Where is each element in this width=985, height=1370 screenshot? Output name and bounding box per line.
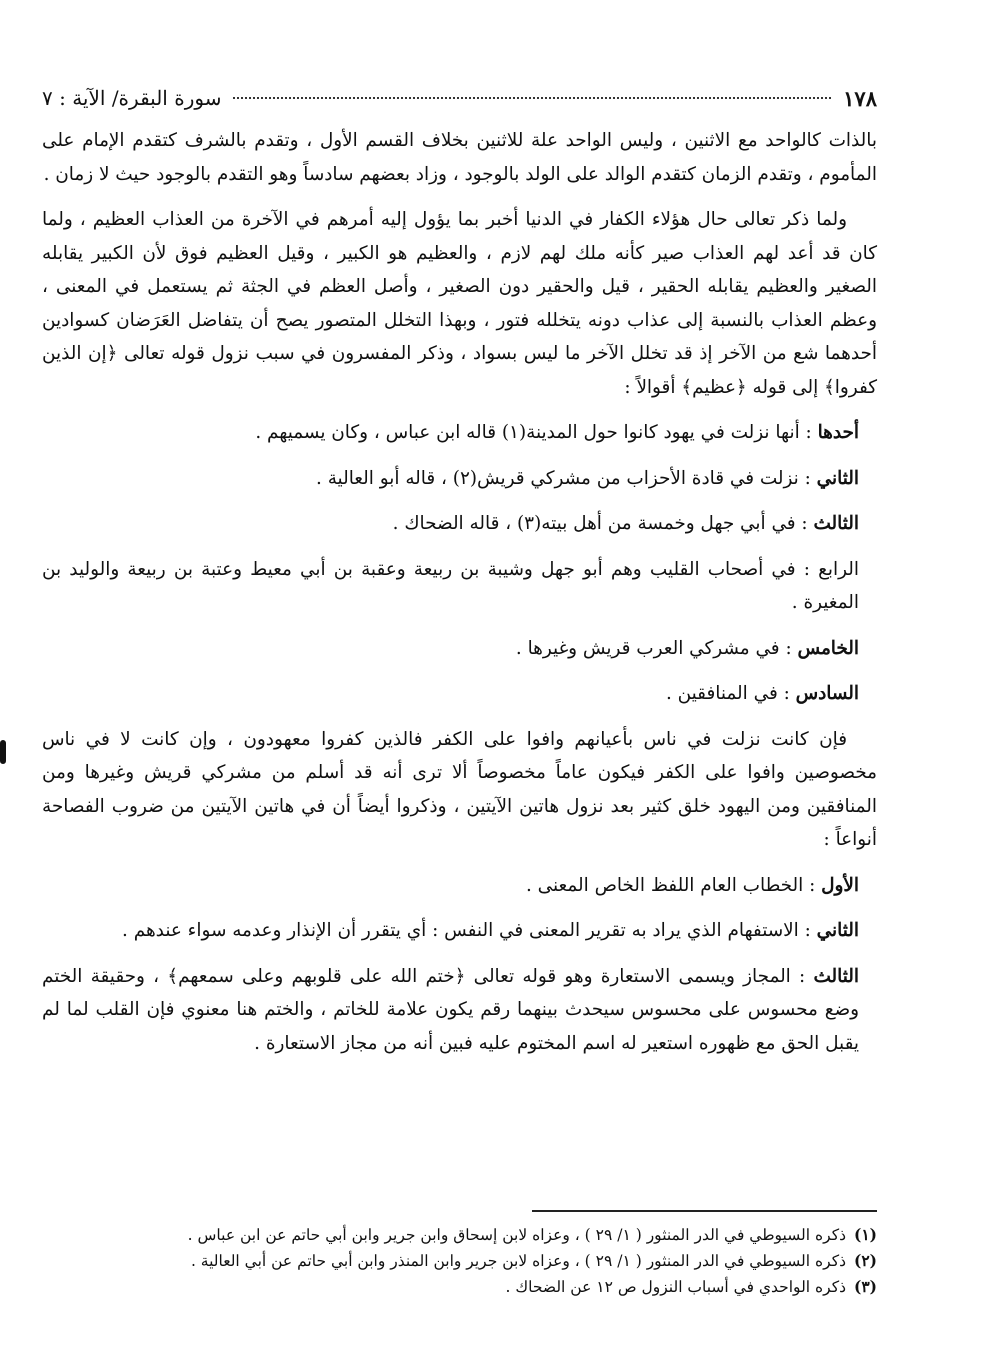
body-text (42, 124, 877, 1060)
footnote: (٢)ذكره السيوطي في الدر المنثور ( ١/ ٢٩ ) ، وعزاه لابن جرير وابن المنذر وابن أبي حاتم عن أبي العالية . (190, 1251, 877, 1270)
paragraph: بالذات كالواحد مع الاثنين ، وليس الواحد علة للاثنين بخلاف القسم الأول ، وتقدم بالشرف كتقدم الإمام على المأموم ، وتقدم الزمان كتقدم الوالد على الولد بالوجود ، وزاد بعضهم سادساً وهو التقدم بالوجود حيث لا زمان . (42, 130, 877, 185)
list-item: الأول : الخطاب العام اللفظ الخاص المعنى . (525, 874, 859, 896)
footnote: (١)ذكره السيوطي في الدر المنثور ( ١/ ٢٩ ) ، وعزاه لابن إسحاق وابن جرير وابن أبي حاتم عن ابن عباس . (187, 1225, 877, 1244)
page-header (42, 80, 877, 116)
list-item: الثالث : في أبي جهل وخمسة من أهل بيته(٣) ، قاله الضحاك . (392, 513, 859, 534)
list-item: الثالث : المجاز ويسمى الاستعارة وهو قوله تعالى ﴿ختم الله على قلوبهم وعلى سمعهم﴾ ، وحقيقة الختم وضع محسوس على محسوس سيحدث بينهما رقم يكون علامة للخاتم ، والختم هنا معنوي فإن القلب لما لم يقبل الحق مع ظهوره استعير له اسم المختوم عليه فبين أنه من مجاز الاستعارة . (42, 965, 859, 1054)
margin-mark (0, 740, 6, 764)
list-item: أحدها : أنها نزلت في يهود كانوا حول المدينة(١) قاله ابن عباس ، وكان يسميهم . (255, 422, 859, 443)
page-number: ١٧٨ (843, 85, 877, 111)
list-item: الثاني : نزلت في قادة الأحزاب من مشركي قريش(٢) ، قاله أبو العالية . (316, 467, 859, 489)
footnotes (42, 1210, 877, 1300)
page (42, 80, 877, 1072)
list-item: السادس : في المنافقين . (665, 683, 859, 704)
footnote-separator (532, 1210, 877, 1212)
list-item: الثاني : الاستفهام الذي يراد به تقرير المعنى في النفس : أي يتقرر أن الإنذار وعدمه سواء عندهم . (122, 920, 859, 941)
list-item: الرابع : في أصحاب القليب وهم أبو جهل وشيبة بن ربيعة وعقبة بن أبي معيط وعتبة بن ربيعة والوليد بن المغيرة . (42, 558, 859, 613)
running-title: سورة البقرة/ الآية : ٧ (42, 86, 222, 110)
header-dotted-leader (233, 97, 831, 99)
footnote: (٣)ذكره الواحدي في أسباب النزول ص ١٢ عن الضحاك . (505, 1277, 877, 1296)
paragraph: فإن كانت نزلت في ناس بأعيانهم وافوا على الكفر فالذين كفروا معهودون ، وإن كانت لا في ناس مخصوصين وافوا على الكفر فيكون عاماً مخصوصاً ألا ترى أنه قد أسلم من مشركي قريش وغيرها ومن المنافقين ومن اليهود خلق كثير بعد نزول هاتين الآيتين ، وذكروا أيضاً أن في هاتين الآيتين من ضروب الفصاحة أنواعاً : (42, 728, 877, 850)
paragraph: ولما ذكر تعالى حال هؤلاء الكفار في الدنيا أخبر بما يؤول إليه أمرهم في الآخرة من العذاب العظيم ، ولما كان قد أعد لهم العذاب صير كأنه ملك لهم لازم ، والعظيم هو الكبير ، وقيل العظيم فوق لأن الكبير يقابله الصغير والعظيم يقابله الحقير ، قيل والحقير دون الصغير ، وأصل العظم في الجثة ثم يستعمل في المعنى ، وعظم العذاب بالنسبة إلى عذاب دونه يتخلله فتور ، وبهذا التخلل المتصور يصح أن يتفاضل العَرَضان كسوادين أحدهما شع من الآخر إذ قد تخلل الآخر ما ليس بسواد ، وذكر المفسرون في سبب نزول قوله تعالى ﴿إن الذين كفروا﴾ إلى قوله ﴿عظيم﴾ أقوالاً : (42, 209, 877, 398)
list-item: الخامس : في مشركي العرب قريش وغيرها . (515, 637, 859, 659)
